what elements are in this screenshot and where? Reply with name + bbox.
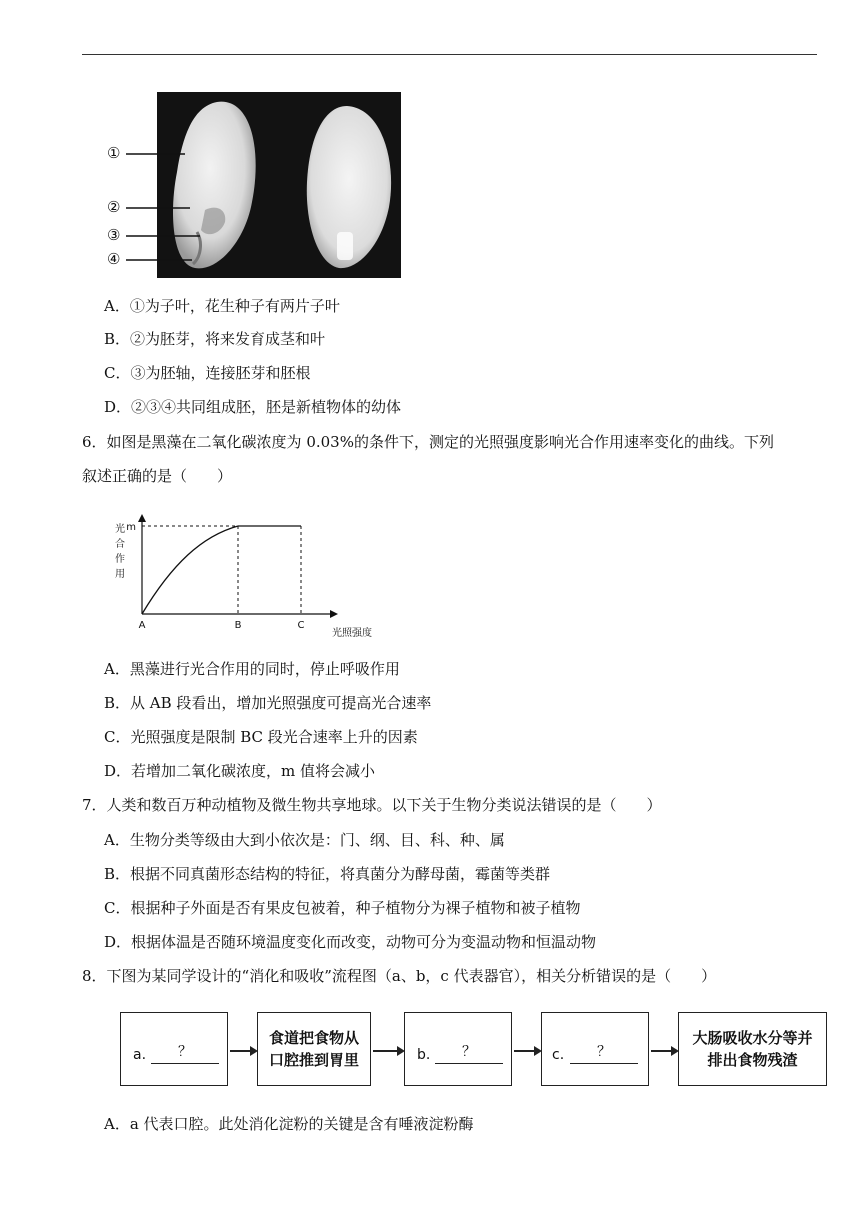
seed-label-1: ① [107, 144, 121, 162]
flow-arrow-3 [514, 1050, 536, 1052]
series-curve-ab [142, 526, 238, 614]
flow-intestine-line2: 排出食物残渣 [707, 1051, 798, 1069]
q7-option-d: D．根据体温是否随环境温度变化而改变，动物可分为变温动物和恒温动物 [104, 933, 597, 951]
flow-blank-b: ？ [435, 1041, 503, 1064]
flow-box-large-intestine [678, 1012, 827, 1086]
q5-option-a: A．①为子叶，花生种子有两片子叶 [104, 297, 340, 315]
y-axis-label-char: 合 [115, 539, 125, 550]
flow-blank-c: ？ [570, 1041, 638, 1064]
flow-esophagus-line1: 食道把食物从 [268, 1029, 359, 1047]
flow-blank-a: ？ [151, 1041, 219, 1064]
q6-option-a: A．黑藻进行光合作用的同时，停止呼吸作用 [104, 660, 400, 678]
flow-prefix-a: a. [133, 1047, 147, 1063]
q8-option-a: A．a 代表口腔。此处消化淀粉的关键是含有唾液淀粉酶 [104, 1115, 474, 1133]
flow-arrow-1 [230, 1050, 252, 1052]
flow-esophagus-line2: 口腔推到胃里 [268, 1051, 359, 1069]
x-tick-label: B [234, 620, 242, 631]
q6-option-d: D．若增加二氧化碳浓度，m 值将会减小 [104, 762, 376, 780]
y-axis-label-char: 光 [115, 524, 125, 535]
q7-option-b: B．根据不同真菌形态结构的特征，将真菌分为酵母菌，霉菌等类群 [104, 865, 551, 883]
q6-option-c: C．光照强度是限制 BC 段光合速率上升的因素 [104, 728, 418, 746]
flow-arrow-4 [651, 1050, 673, 1052]
chart-marks [142, 526, 301, 614]
seed-label-3: ③ [107, 226, 121, 244]
flow-box-esophagus [257, 1012, 371, 1086]
q7-option-a: A．生物分类等级由大到小依次是：门、纲、目、科、种、属 [104, 831, 505, 849]
chart-axes [115, 514, 372, 639]
q5-option-b: B．②为胚芽，将来发育成茎和叶 [104, 330, 326, 348]
flow-intestine-line1: 大肠吸收水分等并 [692, 1029, 813, 1047]
x-axis-arrow [330, 610, 338, 618]
q6-stem-line1: 6．如图是黑藻在二氧化碳浓度为 0.03%的条件下，测定的光照强度影响光合作用速率变化的曲线。下列 [82, 433, 774, 451]
q7-stem: 7．人类和数百万种动植物及微生物共享地球。以下关于生物分类说法错误的是（ ） [82, 796, 662, 814]
q5-option-c: C．③为胚轴，连接胚芽和胚根 [104, 364, 311, 382]
x-tick-label: A [138, 620, 146, 631]
x-axis-label: 光照强度 [332, 628, 372, 639]
flow-box-a [120, 1012, 228, 1086]
y-axis-label-char: 作 [115, 554, 125, 565]
flow-box-b [404, 1012, 512, 1086]
y-axis-arrow [138, 514, 146, 522]
y-tick-label: m [126, 522, 136, 533]
x-tick-label: C [297, 620, 305, 631]
header-rule [82, 54, 817, 55]
flow-arrow-2 [373, 1050, 399, 1052]
seed-label-2: ② [107, 198, 121, 216]
q8-stem: 8．下图为某同学设计的“消化和吸收”流程图（a、b，c 代表器官），相关分析错误的是（ ） [82, 967, 717, 985]
flow-prefix-b: b. [417, 1047, 431, 1063]
flow-prefix-c: c. [552, 1047, 565, 1063]
y-axis-label-char: 用 [115, 569, 125, 580]
q7-option-c: C．根据种子外面是否有果皮包被着，种子植物分为裸子植物和被子植物 [104, 899, 581, 917]
photosynthesis-chart [108, 512, 378, 642]
q6-option-b: B．从 AB 段看出，增加光照强度可提高光合速率 [104, 694, 432, 712]
seed-label-4: ④ [107, 250, 121, 268]
q5-option-d: D．②③④共同组成胚，胚是新植物体的幼体 [104, 398, 402, 416]
flow-box-c [541, 1012, 649, 1086]
q6-stem-line2: 叙述正确的是（ ） [82, 467, 233, 485]
